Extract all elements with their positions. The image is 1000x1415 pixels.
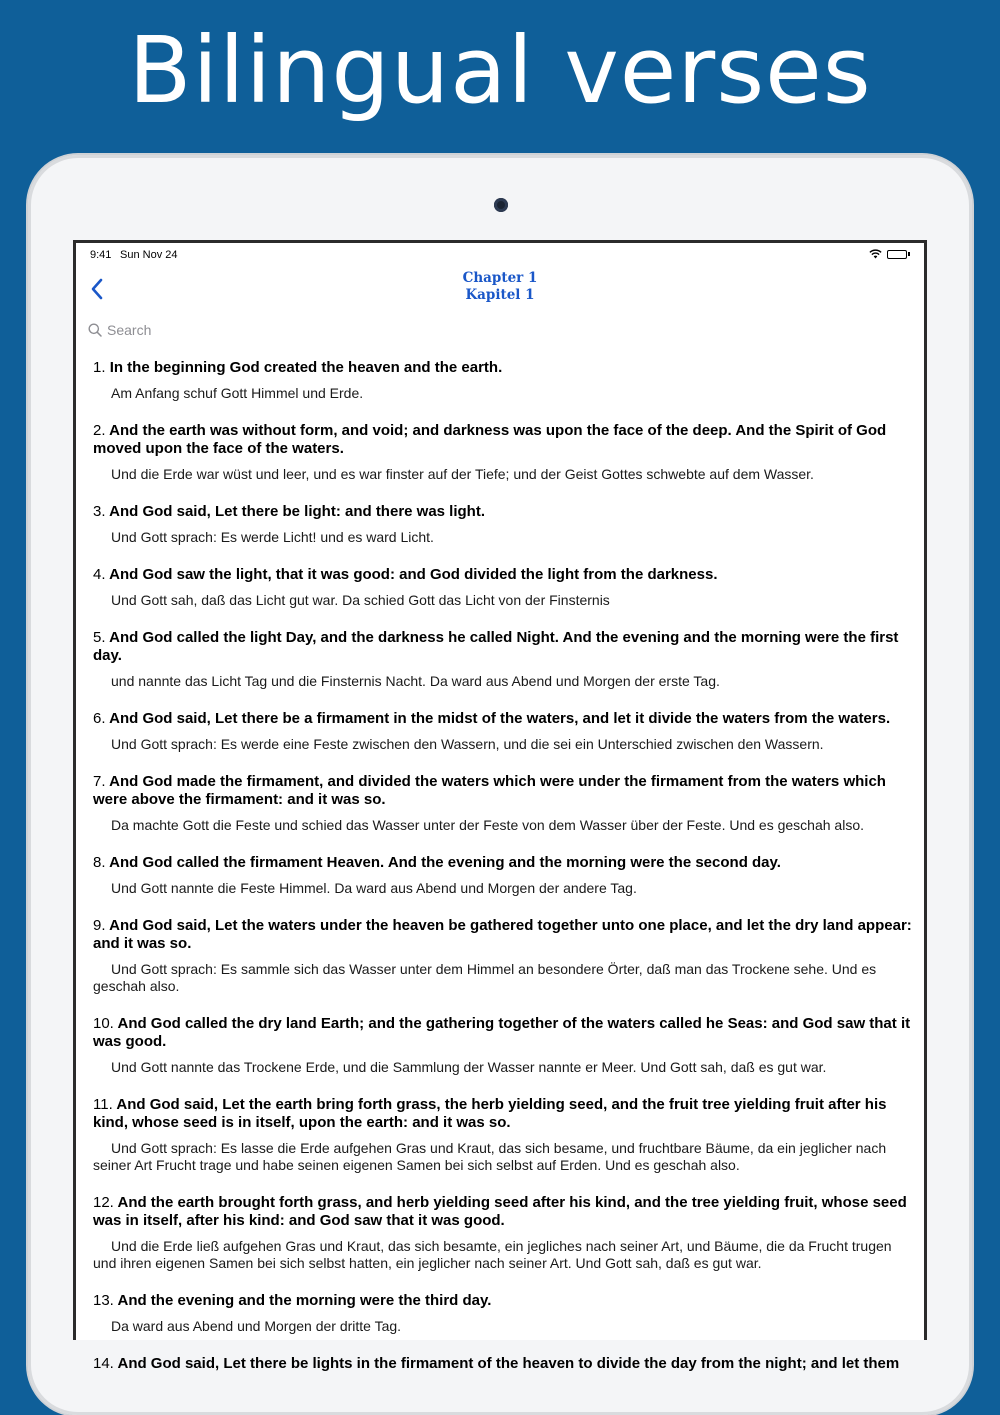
status-bar <box>76 243 924 267</box>
verse-german: Am Anfang schuf Gott Himmel und Erde. <box>111 385 364 401</box>
verse-english <box>93 503 915 521</box>
verse-item[interactable] <box>93 503 915 546</box>
verse-german: Und Gott sah, daß das Licht gut war. Da schied Gott das Licht von der Finsternis <box>111 592 610 608</box>
verse-item[interactable] <box>93 1355 915 1373</box>
verse-english <box>93 917 915 953</box>
chapter-title-de: Kapitel 1 <box>465 287 535 303</box>
verse-number: 4. <box>93 566 106 583</box>
verse-german: Da ward aus Abend und Morgen der dritte Tag. <box>111 1318 402 1334</box>
verse-german: Und Gott sprach: Es sammle sich das Wasser unter dem Himmel an besondere Örter, daß man das Trockene sehe. Und es geschah also. <box>93 961 877 994</box>
verse-item[interactable] <box>93 1015 915 1076</box>
verse-item[interactable] <box>93 710 915 753</box>
verse-english-text: And God said, Let the earth bring forth grass, the herb yielding seed, and the fruit tree yielding fruit after his kind, whose seed is in itself, upon the earth: and it was so. <box>93 1096 887 1131</box>
verse-english-text: And God saw the light, that it was good: and God divided the light from the darkness. <box>109 566 718 583</box>
verse-english-text: And the earth was without form, and void; and darkness was upon the face of the deep. And the Spirit of God moved upon the face of the waters. <box>93 422 887 457</box>
front-camera <box>494 198 508 212</box>
verse-german: Und Gott sprach: Es werde eine Feste zwischen den Wassern, und die sei ein Unterschied zwischen den Wassern. <box>111 736 824 752</box>
verse-english <box>93 1015 915 1051</box>
verse-item[interactable] <box>93 854 915 897</box>
verse-german: Und Gott nannte das Trockene Erde, und die Sammlung der Wasser nannte er Meer. Und Gott sah, daß es gut war. <box>111 1059 827 1075</box>
verse-item[interactable] <box>93 629 915 690</box>
verse-number: 13. <box>93 1292 114 1309</box>
verse-english-text: And the earth brought forth grass, and herb yielding seed after his kind, and the tree yielding fruit, whose seed was in itself, after his kind: and God saw that it was good. <box>93 1194 907 1229</box>
status-time: 9:41 <box>90 249 112 261</box>
verse-german: Da machte Gott die Feste und schied das Wasser unter der Feste von dem Wasser über der Feste. Und es geschah also. <box>111 817 864 833</box>
verse-list <box>93 359 915 1393</box>
verse-german: Und die Erde ließ aufgehen Gras und Kraut, das sich besamte, ein jegliches nach seiner Art, und Bäume, die da Frucht trugen und ihren eigenen Samen bei sich selbst hatten, ein jeglicher nach seiner Art. Und Gott sah, daß es gut war. <box>93 1238 892 1271</box>
verse-english-text: And God said, Let there be light: and there was light. <box>109 503 486 520</box>
verse-german: und nannte das Licht Tag und die Finsternis Nacht. Da ward aus Abend und Morgen der erste Tag. <box>111 673 720 689</box>
verse-item[interactable] <box>93 566 915 609</box>
verse-number: 3. <box>93 503 106 520</box>
verse-number: 5. <box>93 629 106 646</box>
navigation-bar <box>76 267 924 317</box>
verse-number: 8. <box>93 854 106 871</box>
chapter-title-en: Chapter 1 <box>462 270 538 286</box>
verse-german: Und Gott sprach: Es werde Licht! und es ward Licht. <box>111 529 434 545</box>
verse-item[interactable] <box>93 1292 915 1335</box>
verse-english-text: And God called the firmament Heaven. And the evening and the morning were the second day. <box>109 854 781 871</box>
search-field[interactable] <box>88 319 388 341</box>
verse-number: 7. <box>93 773 106 790</box>
verse-english-text: And God said, Let there be lights in the firmament of the heaven to divide the day from the night; and let them <box>117 1355 900 1372</box>
verse-number: 11. <box>93 1096 113 1113</box>
verse-item[interactable] <box>93 1194 915 1272</box>
verse-english <box>93 359 915 377</box>
verse-english <box>93 773 915 809</box>
verse-english-text: In the beginning God created the heaven and the earth. <box>109 359 503 376</box>
battery-icon <box>887 250 907 259</box>
verse-number: 12. <box>93 1194 114 1211</box>
verse-english-text: And God called the light Day, and the darkness he called Night. And the evening and the morning were the first day. <box>93 629 899 664</box>
app-screen <box>73 240 927 1372</box>
verse-english <box>93 710 915 728</box>
verse-english-text: And the evening and the morning were the third day. <box>117 1292 492 1309</box>
verse-german: Und Gott sprach: Es lasse die Erde aufgehen Gras und Kraut, das sich besame, und fruchtbare Bäume, da ein jeglicher nach seiner Art Frucht trage und habe seinen eigenen Samen bei sich selbst auf Erden. Und es geschah also. <box>93 1140 887 1173</box>
headline: Bilingual verses <box>128 17 872 124</box>
verse-number: 2. <box>93 422 106 439</box>
verse-english-text: And God said, Let there be a firmament in the midst of the waters, and let it divide the waters from the waters. <box>109 710 891 727</box>
verse-english-text: And God called the dry land Earth; and the gathering together of the waters called he Seas: and God saw that it was good. <box>93 1015 911 1050</box>
verse-item[interactable] <box>93 773 915 834</box>
status-icons <box>869 249 910 259</box>
verse-item[interactable] <box>93 359 915 402</box>
wifi-icon <box>869 249 882 259</box>
verse-english <box>93 1292 915 1310</box>
verse-number: 14. <box>93 1355 114 1372</box>
verse-english <box>93 629 915 665</box>
verse-german: Und Gott nannte die Feste Himmel. Da ward aus Abend und Morgen der andere Tag. <box>111 880 637 896</box>
verse-english-text: And God made the firmament, and divided the waters which were under the firmament from the waters which were above the firmament: and it was so. <box>93 773 886 808</box>
verse-english-text: And God said, Let the waters under the heaven be gathered together unto one place, and let the dry land appear: and it was so. <box>93 917 912 952</box>
verse-english <box>93 1194 915 1230</box>
verse-number: 10. <box>93 1015 114 1032</box>
status-date: Sun Nov 24 <box>120 249 178 261</box>
verse-number: 6. <box>93 710 106 727</box>
verse-german: Und die Erde war wüst und leer, und es war finster auf der Tiefe; und der Geist Gottes schwebte auf dem Wasser. <box>111 466 814 482</box>
verse-english <box>93 854 915 872</box>
battery-cap <box>908 252 910 256</box>
verse-english <box>93 1355 915 1373</box>
verse-item[interactable] <box>93 1096 915 1174</box>
verse-english <box>93 1096 915 1132</box>
verse-number: 1. <box>93 359 106 376</box>
verse-item[interactable] <box>93 917 915 995</box>
verse-english <box>93 566 915 584</box>
search-icon <box>88 323 102 337</box>
search-placeholder: Search <box>107 322 152 338</box>
verse-english <box>93 422 915 458</box>
verse-item[interactable] <box>93 422 915 483</box>
verse-number: 9. <box>93 917 106 934</box>
